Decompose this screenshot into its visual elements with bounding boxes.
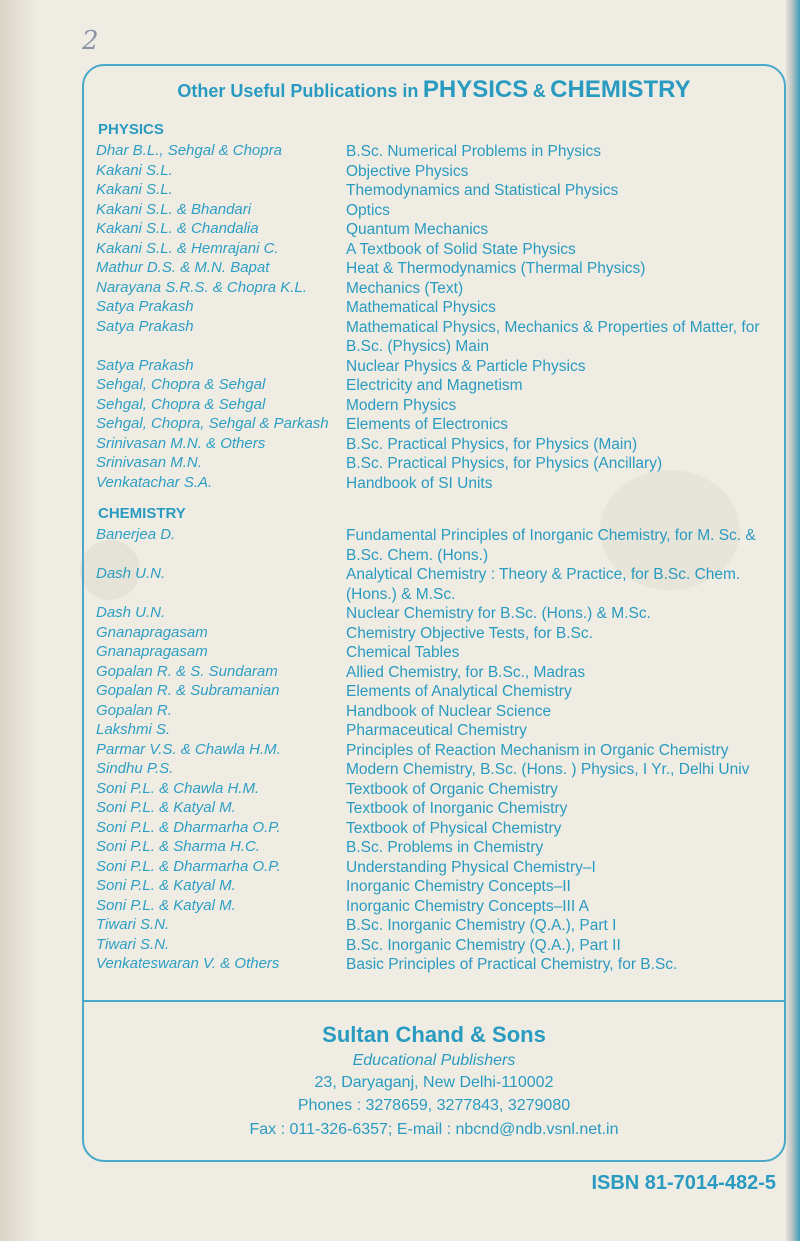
publication-entry [96, 838, 766, 858]
publication-title: A Textbook of Solid State Physics [346, 240, 576, 258]
publication-title: Nuclear Physics & Particle Physics [346, 357, 586, 375]
cover-edge [786, 0, 800, 1241]
publication-author: Venkateswaran V. & Others [96, 955, 280, 972]
publication-entry [96, 220, 766, 240]
publication-title: Objective Physics [346, 162, 469, 180]
publication-entry [96, 565, 766, 604]
physics-publication-list [96, 142, 766, 493]
publication-title: Chemical Tables [346, 644, 460, 661]
publisher-fax-email: Fax : 011-326-6357; E-mail : nbcnd@ndb.vsnl.net.in [249, 1121, 619, 1138]
book-spine-shadow [0, 0, 40, 1241]
publication-entry [96, 435, 766, 455]
publication-author: Kakani S.L. [96, 181, 173, 198]
publication-entry [96, 526, 766, 565]
publication-author: Dhar B.L., Sehgal & Chopra [96, 142, 282, 159]
publication-entry [96, 916, 766, 936]
publication-entry [96, 415, 766, 435]
publication-entry [96, 643, 766, 663]
publication-entry [96, 858, 766, 878]
publication-author: Dash U.N. [96, 565, 166, 582]
publication-entry [96, 181, 766, 201]
publication-author: Soni P.L. & Katyal M. [96, 799, 236, 816]
publication-author: Gnanapragasam [96, 643, 208, 660]
publication-entry [96, 682, 766, 702]
publication-entry [96, 936, 766, 956]
publication-entry [96, 279, 766, 299]
publication-title: Textbook of Physical Chemistry [346, 819, 562, 837]
publication-author: Gopalan R. & Subramanian [96, 682, 280, 699]
section-label-chemistry: CHEMISTRY [98, 505, 186, 522]
publication-title: Mathematical Physics [346, 299, 496, 316]
publication-title: B.Sc. Inorganic Chemistry (Q.A.), Part II [346, 936, 621, 954]
title-prefix: Other Useful Publications in [177, 81, 419, 101]
publication-title: B.Sc. Practical Physics, for Physics (Main) [346, 435, 638, 453]
publication-author: Tiwari S.N. [96, 916, 170, 933]
publication-entry [96, 955, 766, 975]
publication-author: Sehgal, Chopra, Sehgal & Parkash [96, 415, 329, 432]
publication-author: Soni P.L. & Katyal M. [96, 877, 236, 894]
publication-author: Sindhu P.S. [96, 760, 174, 777]
publication-entry [96, 259, 766, 279]
publication-title: Analytical Chemistry : Theory & Practice, for B.Sc. Chem. (Hons.) & M.Sc. [346, 566, 741, 603]
publication-entry [96, 721, 766, 741]
publication-title: Quantum Mechanics [346, 221, 489, 238]
publication-title: Inorganic Chemistry Concepts–III A [346, 897, 589, 915]
publication-entry [96, 357, 766, 377]
publication-author: Soni P.L. & Dharmarha O.P. [96, 857, 281, 875]
publication-author: Sehgal, Chopra & Sehgal [96, 395, 266, 413]
publication-title: Chemistry Objective Tests, for B.Sc. [346, 624, 593, 642]
publisher-address: 23, Daryaganj, New Delhi-110002 [314, 1074, 554, 1091]
publication-entry [96, 474, 766, 494]
publication-entry [96, 663, 766, 683]
publication-author: Gnanapragasam [96, 623, 208, 641]
publication-title: Understanding Physical Chemistry–I [346, 858, 596, 876]
publication-title: Handbook of SI Units [346, 474, 493, 492]
publication-author: Lakshmi S. [96, 721, 171, 738]
publication-title: Mathematical Physics, Mechanics & Properties of Matter, for B.Sc. (Physics) Main [346, 318, 760, 355]
publication-author: Soni P.L. & Chawla H.M. [96, 779, 260, 797]
publication-title: Themodynamics and Statistical Physics [346, 182, 619, 199]
publication-author: Narayana S.R.S. & Chopra K.L. [96, 278, 307, 296]
publication-title: Pharmaceutical Chemistry [346, 722, 527, 739]
publication-title: Allied Chemistry, for B.Sc., Madras [346, 663, 586, 681]
publication-author: Satya Prakash [96, 356, 194, 374]
publication-author: Soni P.L. & Katyal M. [96, 896, 236, 914]
isbn-number: ISBN 81-7014-482-5 [591, 1172, 776, 1194]
publication-author: Banerjea D. [96, 526, 176, 543]
publication-entry [96, 298, 766, 318]
publication-title: Basic Principles of Practical Chemistry, for B.Sc. [346, 956, 678, 973]
publication-author: Mathur D.S. & M.N. Bapat [96, 259, 270, 276]
publication-title: Heat & Thermodynamics (Thermal Physics) [346, 260, 646, 277]
publication-entry [96, 454, 766, 474]
publication-title: Fundamental Principles of Inorganic Chemistry, for M. Sc. & B.Sc. Chem. (Hons.) [346, 527, 756, 564]
publisher-phones: Phones : 3278659, 3277843, 3279080 [297, 1097, 571, 1114]
publication-author: Kakani S.L. & Bhandari [96, 200, 252, 218]
publication-title: Optics [346, 201, 390, 219]
publication-entry [96, 799, 766, 819]
publication-title: Electricity and Magnetism [346, 377, 523, 394]
publication-author: Parmar V.S. & Chawla H.M. [96, 740, 281, 758]
publication-author: Soni P.L. & Sharma H.C. [96, 838, 260, 855]
publication-author: Sehgal, Chopra & Sehgal [96, 376, 266, 393]
publication-entry [96, 604, 766, 624]
publication-title: Nuclear Chemistry for B.Sc. (Hons.) & M.Sc. [346, 605, 651, 622]
publication-author: Soni P.L. & Dharmarha O.P. [96, 818, 281, 836]
publication-title: B.Sc. Numerical Problems in Physics [346, 143, 601, 160]
publication-title: Textbook of Organic Chemistry [346, 780, 558, 798]
publication-title: Modern Chemistry, B.Sc. (Hons. ) Physics, I Yr., Delhi Univ [346, 761, 750, 778]
title-subject-physics: PHYSICS [422, 76, 529, 103]
publication-author: Gopalan R. [96, 701, 172, 719]
publication-entry [96, 780, 766, 800]
publication-entry [96, 702, 766, 722]
publication-title: Textbook of Inorganic Chemistry [346, 800, 568, 817]
chemistry-publication-list [96, 526, 766, 975]
section-label-physics: PHYSICS [98, 121, 164, 138]
publication-entry [96, 819, 766, 839]
publication-author: Satya Prakash [96, 317, 194, 335]
publication-entry [96, 240, 766, 260]
publication-entry [96, 897, 766, 917]
publication-author: Kakani S.L. & Hemrajani C. [96, 239, 279, 257]
title-subject-chemistry: CHEMISTRY [550, 76, 691, 103]
publication-author: Kakani S.L. [96, 161, 173, 179]
publication-author: Satya Prakash [96, 298, 194, 315]
publication-title: Inorganic Chemistry Concepts–II [346, 878, 571, 895]
publication-author: Kakani S.L. & Chandalia [96, 220, 259, 237]
publication-entry [96, 318, 766, 357]
publication-title: B.Sc. Practical Physics, for Physics (Ancillary) [346, 455, 663, 472]
publication-title: Modern Physics [346, 396, 457, 414]
publication-entry [96, 624, 766, 644]
publication-title: Elements of Electronics [346, 416, 508, 433]
publication-author: Srinivasan M.N. [96, 454, 202, 471]
publication-entry [96, 396, 766, 416]
publication-title: B.Sc. Inorganic Chemistry (Q.A.), Part I [346, 917, 617, 934]
publication-title: Elements of Analytical Chemistry [346, 683, 572, 700]
publication-title: Mechanics (Text) [346, 279, 464, 297]
publication-entry [96, 741, 766, 761]
publication-author: Gopalan R. & S. Sundaram [96, 662, 278, 680]
publication-title: B.Sc. Problems in Chemistry [346, 839, 544, 856]
title-ampersand: & [532, 81, 546, 101]
publication-entry [96, 760, 766, 780]
publication-author: Srinivasan M.N. & Others [96, 434, 266, 452]
publication-author: Tiwari S.N. [96, 935, 170, 953]
publication-entry [96, 142, 766, 162]
publisher-subtitle: Educational Publishers [352, 1052, 516, 1069]
publisher-name: Sultan Chand & Sons [322, 1022, 546, 1047]
publication-entry [96, 877, 766, 897]
publication-entry [96, 201, 766, 221]
publication-entry [96, 376, 766, 396]
footer-divider [82, 1000, 786, 1002]
publication-author: Dash U.N. [96, 604, 166, 621]
page-title [82, 76, 786, 104]
publication-title: Handbook of Nuclear Science [346, 702, 552, 720]
publication-entry [96, 162, 766, 182]
handwritten-mark: 2 [82, 26, 99, 56]
publication-title: Principles of Reaction Mechanism in Organic Chemistry [346, 741, 729, 759]
publication-author: Venkatachar S.A. [96, 473, 213, 491]
